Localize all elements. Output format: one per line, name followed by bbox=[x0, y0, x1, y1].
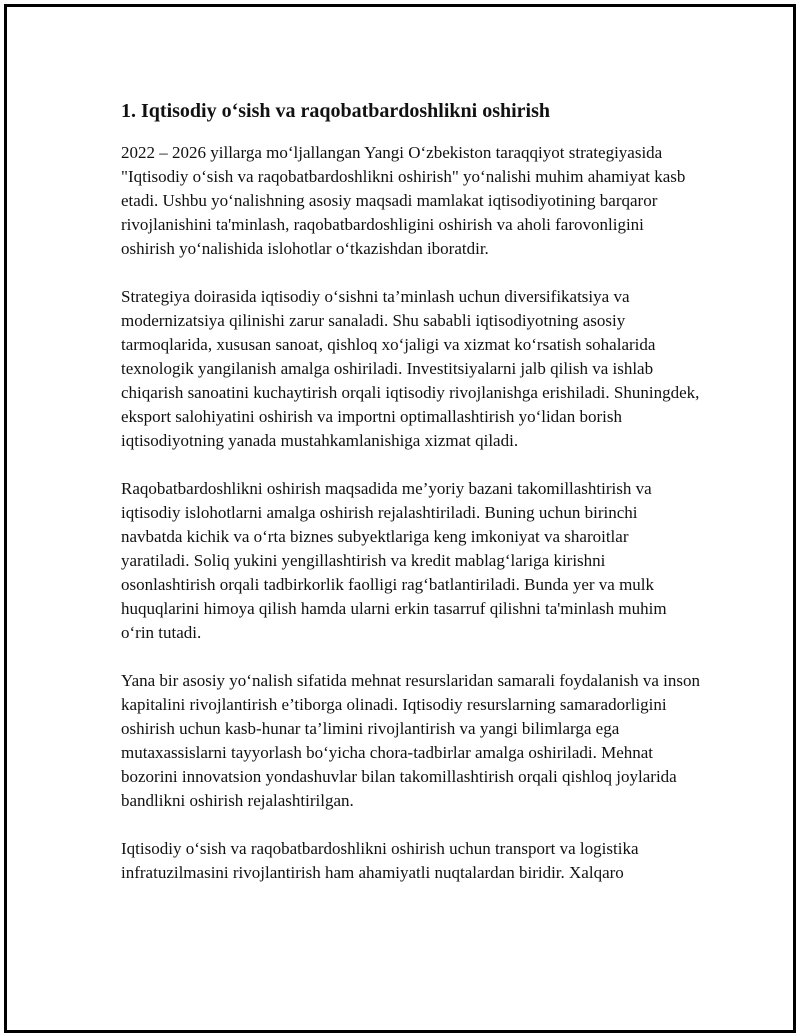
section-heading: 1. Iqtisodiy o‘sish va raqobatbardoshlikni oshirish bbox=[121, 100, 551, 122]
paragraph-competitiveness: Raqobatbardoshlikni oshirish maqsadida me’yoriy bazani takomillashtirish va iqtisodiy islohotlarni amalga oshirish rejalashtiriladi. Buning uchun birinchi navbatda kichik va o‘rta biznes subyektlariga keng imkoniyat va sharoitlar yaratiladi. Soliq yukini yengillashtirish va kredit mablag‘lariga kirishni osonlashtirish orqali tadbirkorlik faolligi rag‘batlantiriladi. Bunda yer va mulk huquqlarini himoya qilish hamda ularni erkin tasarruf qilishni ta'minlash muhim o‘rin tutadi. bbox=[121, 479, 667, 642]
paragraph-intro: 2022 – 2026 yillarga mo‘ljallangan Yangi O‘zbekiston taraqqiyot strategiyasida "Iqtisodiy o‘sish va raqobatbardoshlikni oshirish" yo‘nalishi muhim ahamiyat kasb etadi. Ushbu yo‘nalishning asosiy maqsadi mamlakat iqtisodiyotining barqaror rivojlanishini ta'minlash, raqobatbardoshligini oshirish va aholi farovonligini oshirish yo‘nalishida islohotlar o‘tkazishdan iboratdir. bbox=[121, 143, 686, 258]
document-body bbox=[121, 97, 701, 909]
paragraph-infrastructure: Iqtisodiy o‘sish va raqobatbardoshlikni oshirish uchun transport va logistika infratuzilmasini rivojlantirish ham ahamiyatli nuqtalardan biridir. Xalqaro bbox=[121, 839, 639, 882]
paragraph-diversification: Strategiya doirasida iqtisodiy o‘sishni ta’minlash uchun diversifikatsiya va modernizatsiya qilinishi zarur sanaladi. Shu sababli iqtisodiyotning asosiy tarmoqlarida, xususan sanoat, qishloq xo‘jaligi va xizmat ko‘rsatish sohalarida texnologik yangilanish amalga oshiriladi. Investitsiyalarni jalb qilish va ishlab chiqarish sanoatini kuchaytirish orqali iqtisodiy rivojlanishga erishiladi. Shuningdek, eksport salohiyatini oshirish va importni optimallashtirish yo‘lidan borish iqtisodiyotning yanada mustahkamlanishiga xizmat qiladi. bbox=[121, 287, 700, 450]
document-page bbox=[4, 4, 796, 1033]
paragraph-human-capital: Yana bir asosiy yo‘nalish sifatida mehnat resurslaridan samarali foydalanish va inson kapitalini rivojlantirish e’tiborga olinadi. Iqtisodiy resurslarning samaradorligini oshirish uchun kasb-hunar ta’limini rivojlantirish va yangi bilimlarga ega mutaxassislarni tayyorlash bo‘yicha chora-tadbirlar amalga oshiriladi. Mehnat bozorini innovatsion yondashuvlar bilan takomillashtirish orqali qishloq joylarida bandlikni oshirish rejalashtirilgan. bbox=[121, 671, 700, 810]
